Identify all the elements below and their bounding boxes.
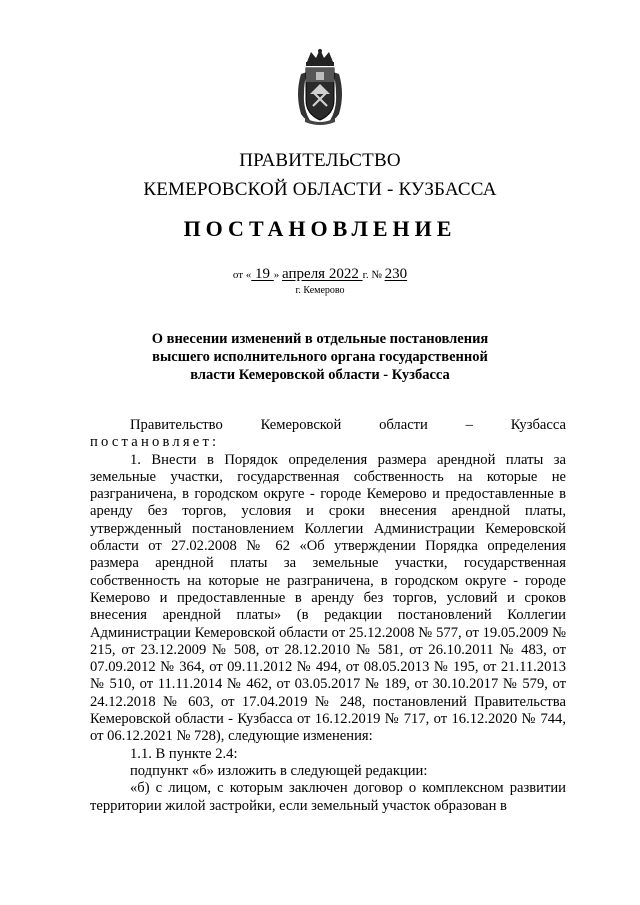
coat-of-arms-icon <box>293 48 347 126</box>
title-line: высшего исполнительного органа государственной <box>152 349 488 365</box>
document-body <box>90 417 566 815</box>
intro-line: Правительство Кемеровской области – Кузбасса <box>130 417 566 433</box>
organization-name: ПРАВИТЕЛЬСТВО <box>239 150 401 171</box>
number-prefix: г. № <box>362 269 385 281</box>
paragraph-subpoint-b: «б) с лицом, с которым заключен договор о комплексном развитии территории жилой застройки, если земельный участок образован в <box>90 780 566 814</box>
city: г. Кемерово <box>295 285 345 296</box>
resolves-line: постановляет: <box>90 434 220 451</box>
document-type: ПОСТАНОВЛЕНИЕ <box>183 216 457 241</box>
document-number: 230 <box>384 266 408 282</box>
organization-region: КЕМЕРОВСКОЙ ОБЛАСТИ - КУЗБАССА <box>143 179 497 200</box>
document-title <box>120 330 520 384</box>
paragraph-1: 1. Внести в Порядок определения размера арендной платы за земельные участки, государственная собственность на которые не разграничена, в городском округе - городе Кемерово и предоставленные в аренду без торгов, условия и сроки внесения арендной платы, утвержденный постановлением Коллегии Администрации Кемеровской области от 27.02.2008 № 62 «Об утверждении Порядка определения размера арендной платы за земельные участки, государственная собственность на которые не разграничена, в городском округе - городе Кемерово и предоставленные в аренду без торгов, условий и сроков внесения арендной платы» (в редакции постановлений Коллегии Администрации Кемеровской области от 25.12.2008 № 577, от 19.05.2009 № 215, от 23.12.2009 № 508, от 28.12.2010 № 581, от 26.10.2011 № 483, от 07.09.2012 № 364, от 09.11.2012 № 494, от 08.05.2013 № 195, от 21.11.2013 № 510, от 11.11.2014 № 462, от 03.05.2017 № 189, от 30.10.2017 № 579, от 24.12.2018 № 603, от 17.04.2019 № 248, постановлений Правительства Кемеровской области - Кузбасса от 16.12.2019 № 717, от 16.12.2020 № 744, от 06.12.2021 № 728), следующие изменения: <box>90 451 566 745</box>
date-separator: » <box>273 269 283 281</box>
date-month-year: апреля 2022 <box>282 266 363 282</box>
date-day: 19 <box>251 266 274 282</box>
title-line: власти Кемеровской области - Кузбасса <box>190 367 450 383</box>
title-line: О внесении изменений в отдельные постановления <box>151 331 489 347</box>
date-number-line <box>0 264 640 285</box>
date-prefix: от « <box>232 269 252 281</box>
paragraph-1-1: 1.1. В пункте 2.4: <box>130 745 238 762</box>
paragraph-subpoint: подпункт «б» изложить в следующей редакции: <box>130 762 428 779</box>
